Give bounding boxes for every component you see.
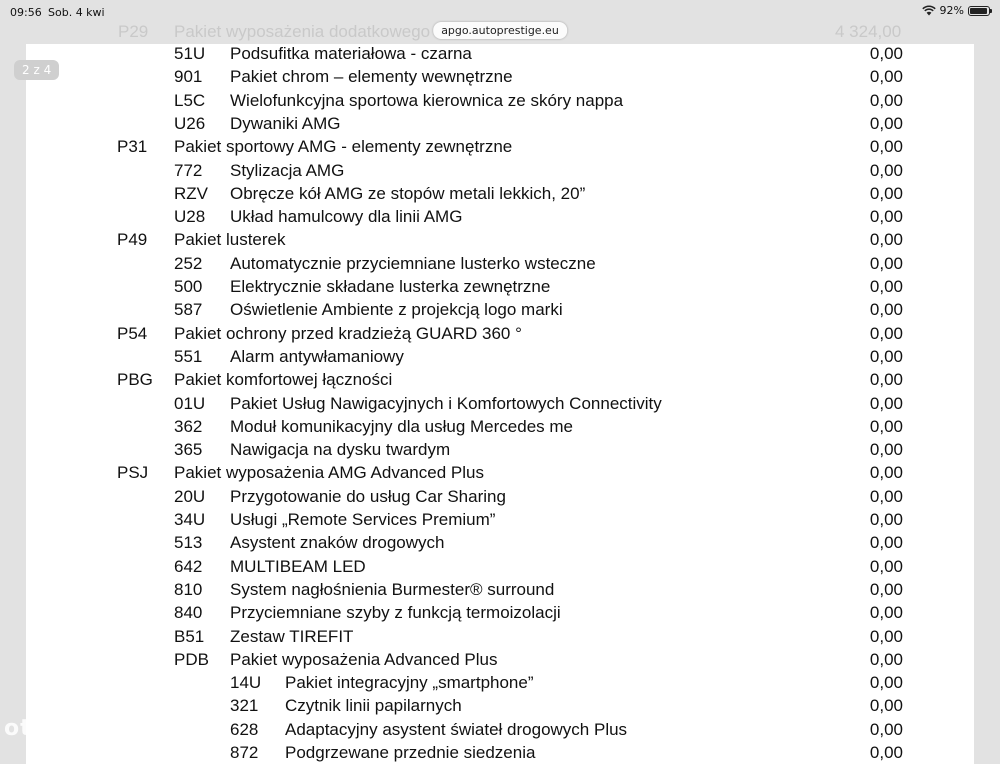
list-item <box>26 91 974 114</box>
item-description: Adaptacyjny asystent świateł drogowych Plus <box>285 719 628 739</box>
list-item <box>26 463 974 486</box>
item-price: 0,00 <box>869 626 903 646</box>
item-description: Moduł komunikacyjny dla usług Mercedes me <box>230 416 573 436</box>
wifi-icon <box>922 5 936 16</box>
item-description: Pakiet sportowy AMG - elementy zewnętrzne <box>174 137 513 157</box>
battery-icon <box>968 6 990 16</box>
item-description: Pakiet Usług Nawigacyjnych i Komfortowych Connectivity <box>230 393 662 413</box>
url-pill[interactable]: apgo.autoprestige.eu <box>433 22 567 39</box>
item-price: 0,00 <box>869 160 903 180</box>
item-price: 0,00 <box>869 416 903 436</box>
item-code: 810 <box>174 579 203 599</box>
item-price: 0,00 <box>869 649 903 669</box>
list-item <box>26 487 974 510</box>
list-item <box>26 696 974 719</box>
item-code: U26 <box>174 113 206 133</box>
list-item <box>26 44 974 67</box>
list-item <box>26 114 974 137</box>
item-code: 01U <box>174 393 206 413</box>
item-description: Pakiet lusterek <box>174 230 286 250</box>
list-item <box>26 394 974 417</box>
item-price: 0,00 <box>869 743 903 762</box>
item-code: 872 <box>230 743 259 762</box>
item-price: 0,00 <box>869 510 903 529</box>
item-price: 0,00 <box>869 696 903 716</box>
item-code: P31 <box>117 137 148 157</box>
item-price: 0,00 <box>869 44 903 63</box>
item-price: 0,00 <box>869 463 903 483</box>
list-item <box>26 370 974 393</box>
item-price: 0,00 <box>869 253 903 273</box>
item-code: 628 <box>230 719 259 739</box>
item-description: Przygotowanie do usług Car Sharing <box>230 486 506 506</box>
item-price: 0,00 <box>869 230 903 250</box>
item-description: Pakiet wyposażenia Advanced Plus <box>230 649 498 669</box>
battery-fill <box>970 8 987 14</box>
item-description: System nagłośnienia Burmester® surround <box>230 579 555 599</box>
list-item <box>26 324 974 347</box>
list-item <box>26 533 974 556</box>
list-item <box>26 417 974 440</box>
ghost-description: Pakiet wyposażenia dodatkowego <box>174 22 431 41</box>
item-description: Stylizacja AMG <box>230 160 345 180</box>
list-item <box>26 440 974 463</box>
item-code: U28 <box>174 207 206 227</box>
battery-percent: 92% <box>939 4 964 17</box>
list-item <box>26 184 974 207</box>
item-code: RZV <box>174 183 208 203</box>
list-item <box>26 743 974 764</box>
item-code: 901 <box>174 67 203 87</box>
list-item <box>26 603 974 626</box>
item-description: Czytnik linii papilarnych <box>285 696 462 716</box>
status-right <box>922 4 990 17</box>
item-description: Dywaniki AMG <box>230 113 341 133</box>
item-description: Zestaw TIREFIT <box>230 626 354 646</box>
item-code: PDB <box>174 649 209 669</box>
status-date: Sob. 4 kwi <box>48 6 105 19</box>
item-code: 513 <box>174 533 203 553</box>
item-code: 587 <box>174 300 203 320</box>
item-code: 34U <box>174 510 206 529</box>
item-price: 0,00 <box>869 323 903 343</box>
list-item <box>26 673 974 696</box>
page-counter: 2 z 4 <box>14 60 59 80</box>
item-price: 0,00 <box>869 277 903 296</box>
item-price: 0,00 <box>869 393 903 413</box>
list-item <box>26 277 974 300</box>
list-item <box>26 300 974 323</box>
item-price: 0,00 <box>869 440 903 460</box>
item-code: PBG <box>117 370 153 390</box>
item-price: 0,00 <box>869 67 903 87</box>
item-price: 0,00 <box>869 207 903 227</box>
item-description: Oświetlenie Ambiente z projekcją logo marki <box>230 300 563 320</box>
watermark-logo: otomoto <box>4 716 116 741</box>
item-description: Elektrycznie składane lusterka zewnętrzne <box>230 277 551 296</box>
list-item <box>26 207 974 230</box>
status-time: 09:56 <box>10 6 42 19</box>
item-price: 0,00 <box>869 137 903 157</box>
ghost-code: P29 <box>118 22 149 41</box>
item-description: Nawigacja na dysku twardym <box>230 440 451 460</box>
item-price: 0,00 <box>869 603 903 623</box>
item-description: Pakiet integracyjny „smartphone” <box>285 673 534 693</box>
item-description: Asystent znaków drogowych <box>230 533 445 553</box>
list-item <box>26 230 974 253</box>
item-description: Układ hamulcowy dla linii AMG <box>230 207 463 227</box>
item-price: 0,00 <box>869 486 903 506</box>
item-price: 0,00 <box>869 533 903 553</box>
item-description: Wielofunkcyjna sportowa kierownica ze skóry nappa <box>230 90 624 110</box>
item-price: 0,00 <box>869 90 903 110</box>
item-price: 0,00 <box>869 113 903 133</box>
item-price: 0,00 <box>869 370 903 390</box>
list-item <box>26 557 974 580</box>
item-code: P54 <box>117 323 148 343</box>
item-description: Pakiet komfortowej łączności <box>174 370 393 390</box>
item-code: 365 <box>174 440 203 460</box>
item-code: 642 <box>174 556 203 576</box>
item-price: 0,00 <box>869 579 903 599</box>
list-item <box>26 627 974 650</box>
item-price: 0,00 <box>869 556 903 576</box>
ghost-price: 4 324,00 <box>835 22 902 41</box>
item-description: Pakiet ochrony przed kradzieżą GUARD 360 ° <box>174 323 522 343</box>
item-price: 0,00 <box>869 673 903 693</box>
list-item <box>26 67 974 90</box>
list-item <box>26 580 974 603</box>
item-description: Podgrzewane przednie siedzenia <box>285 743 536 762</box>
item-code: 20U <box>174 486 206 506</box>
item-price: 0,00 <box>869 346 903 366</box>
pdf-page[interactable] <box>26 44 974 764</box>
item-price: 0,00 <box>869 300 903 320</box>
item-code: PSJ <box>117 463 149 483</box>
item-code: 321 <box>230 696 259 716</box>
item-code: L5C <box>174 90 206 110</box>
item-description: Obręcze kół AMG ze stopów metali lekkich, 20” <box>230 183 586 203</box>
item-code: 362 <box>174 416 203 436</box>
item-description: Przyciemniane szyby z funkcją termoizolacji <box>230 603 561 623</box>
list-item <box>26 254 974 277</box>
list-item <box>26 510 974 533</box>
item-description: MULTIBEAM LED <box>230 556 366 576</box>
item-code: 51U <box>174 44 206 63</box>
item-code: 252 <box>174 253 203 273</box>
item-description: Usługi „Remote Services Premium” <box>230 510 496 529</box>
item-code: 772 <box>174 160 203 180</box>
item-code: 551 <box>174 346 203 366</box>
item-code: 500 <box>174 277 203 296</box>
list-item <box>26 650 974 673</box>
item-code: 840 <box>174 603 203 623</box>
list-item <box>26 720 974 743</box>
item-description: Alarm antywłamaniowy <box>230 346 404 366</box>
list-item <box>26 161 974 184</box>
item-code: 14U <box>230 673 262 693</box>
item-description: Podsufitka materiałowa - czarna <box>230 44 472 63</box>
item-code: B51 <box>174 626 205 646</box>
list-item <box>26 137 974 160</box>
list-item <box>26 347 974 370</box>
item-price: 0,00 <box>869 719 903 739</box>
item-description: Pakiet wyposażenia AMG Advanced Plus <box>174 463 484 483</box>
item-description: Pakiet chrom – elementy wewnętrzne <box>230 67 513 87</box>
item-price: 0,00 <box>869 183 903 203</box>
item-code: P49 <box>117 230 148 250</box>
item-description: Automatycznie przyciemniane lusterko wsteczne <box>230 253 596 273</box>
